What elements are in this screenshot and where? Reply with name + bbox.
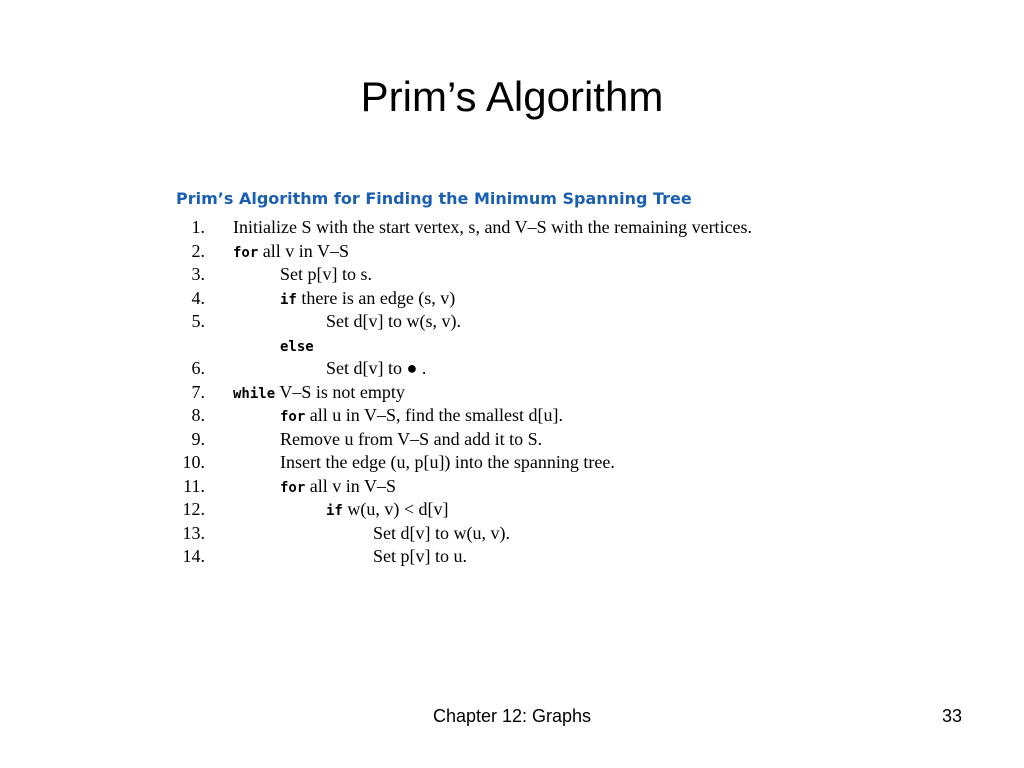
- algorithm-line: [176, 475, 876, 499]
- line-keyword: for: [280, 409, 306, 425]
- line-keyword: while: [233, 385, 276, 402]
- line-number: 14.: [182, 546, 205, 566]
- line-text: [280, 404, 563, 430]
- line-number: 11.: [183, 475, 205, 496]
- line-statement: V–S is not empty: [279, 381, 405, 402]
- line-statement: Remove u from V–S and add it to S.: [280, 428, 543, 449]
- algorithm-box: [176, 186, 876, 569]
- line-statement: Insert the edge (u, p[u]) into the spanning tree.: [280, 452, 615, 472]
- line-number: 6.: [191, 358, 205, 378]
- line-number: 2.: [191, 240, 205, 261]
- line-text: [280, 334, 314, 360]
- line-text: [326, 498, 449, 524]
- algorithm-lines: [176, 216, 876, 569]
- line-statement: Set p[v] to u.: [373, 546, 467, 566]
- line-statement: all u in V–S, find the smallest d[u].: [309, 405, 563, 425]
- line-statement: Set d[v] to w(u, v).: [373, 522, 510, 543]
- algorithm-line: [176, 334, 876, 358]
- line-statement: Set d[v] to ● .: [326, 358, 427, 378]
- line-keyword: if: [326, 503, 343, 519]
- line-keyword: else: [280, 338, 314, 355]
- line-number: 10.: [182, 452, 205, 472]
- algorithm-line: [176, 381, 876, 405]
- line-text: [233, 381, 405, 407]
- line-text: [373, 545, 467, 569]
- line-statement: w(u, v) < d[v]: [347, 499, 449, 519]
- algorithm-line: [176, 216, 876, 240]
- line-text: [326, 357, 426, 381]
- line-text: [233, 240, 349, 266]
- line-statement: Set d[v] to w(s, v).: [326, 311, 461, 331]
- algorithm-line: [176, 404, 876, 428]
- line-text: [280, 475, 396, 501]
- algorithm-line: [176, 451, 876, 475]
- page-number: 33: [941, 706, 962, 726]
- line-statement: Initialize S with the start vertex, s, and V–S with the remaining vertices.: [233, 217, 753, 237]
- algorithm-line: [176, 428, 876, 452]
- algorithm-line: [176, 263, 876, 287]
- line-number: 5.: [191, 311, 205, 331]
- line-keyword: if: [280, 291, 297, 308]
- line-statement: all v in V–S: [309, 475, 396, 496]
- line-text: [280, 451, 615, 475]
- algorithm-line: [176, 545, 876, 569]
- line-statement: there is an edge (s, v): [301, 287, 456, 308]
- algorithm-line: [176, 498, 876, 522]
- algorithm-heading: Prim’s Algorithm for Finding the Minimum Spanning Tree: [176, 189, 692, 208]
- line-text: [280, 263, 372, 287]
- line-number: 13.: [182, 522, 205, 543]
- line-text: [326, 310, 461, 334]
- line-number: 7.: [191, 381, 205, 402]
- line-number: 8.: [191, 405, 205, 425]
- line-keyword: for: [280, 479, 306, 496]
- line-number: 3.: [191, 264, 205, 284]
- line-number: 12.: [182, 499, 205, 519]
- line-number: 9.: [191, 428, 205, 449]
- algorithm-line: [176, 522, 876, 546]
- line-statement: all v in V–S: [262, 240, 349, 261]
- algorithm-line: [176, 240, 876, 264]
- algorithm-line: [176, 357, 876, 381]
- line-statement: Set p[v] to s.: [280, 264, 372, 284]
- line-number: 1.: [191, 217, 205, 237]
- line-text: [280, 428, 542, 452]
- line-keyword: for: [233, 244, 259, 261]
- algorithm-line: [176, 310, 876, 334]
- line-number: 4.: [191, 287, 205, 308]
- algorithm-line: [176, 287, 876, 311]
- line-text: [373, 522, 510, 546]
- slide-title: Prim’s Algorithm: [360, 73, 664, 120]
- line-text: [280, 287, 455, 313]
- line-text: [233, 216, 752, 240]
- footer-chapter: Chapter 12: Graphs: [432, 706, 592, 726]
